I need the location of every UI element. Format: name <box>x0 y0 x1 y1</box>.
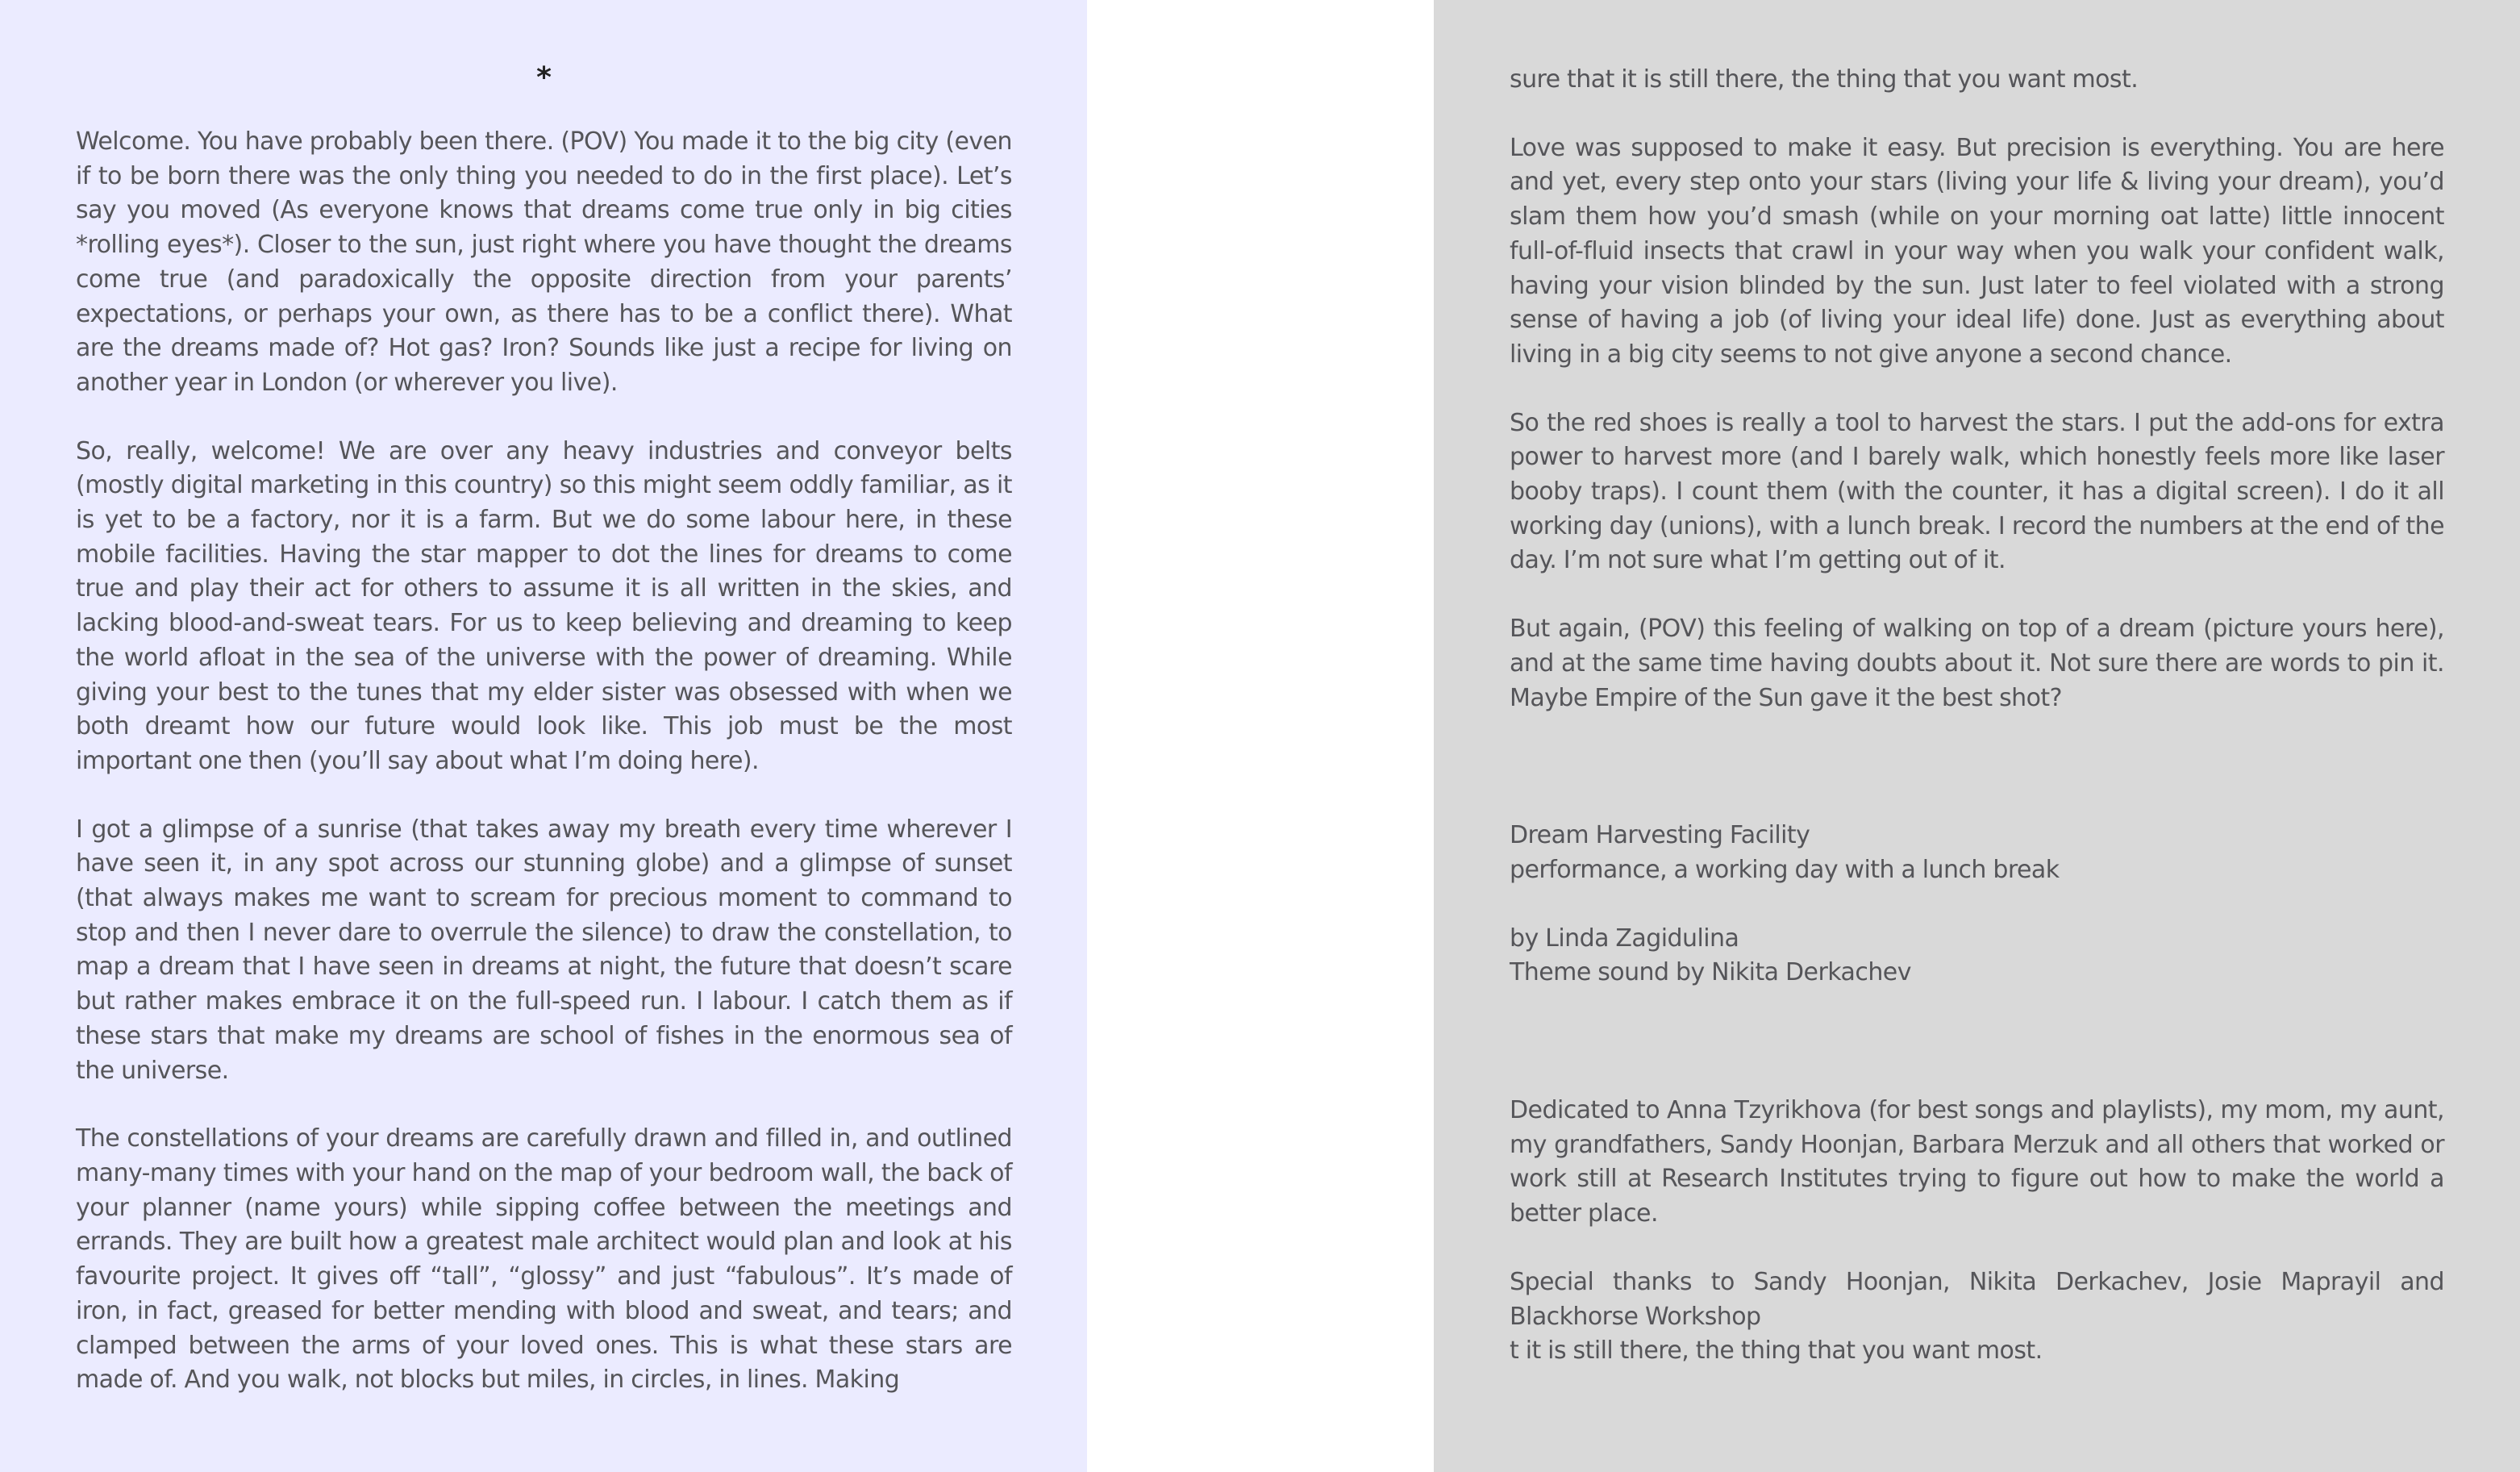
trailing-line: t it is still there, the thing that you want most. <box>1510 1336 2043 1366</box>
paragraph-constellations: The constellations of your dreams are carefully drawn and filled in, and outlined many-many times with your hand on the map of your bedroom wall, the back of your planner (name yours) while sipping coffee between the meetings and errands. They are built how a greatest male architect would plan and look at his favourite project. It gives off “tall”, “glossy” and just “fabulous”. It’s made of iron, in fact, greased for better mending with blood and sweat, and tears; and clamped between the arms of your loved ones. This is what these stars are made of. And you walk, not blocks but miles, in circles, in lines. Making <box>76 1124 1012 1395</box>
credits-block <box>1510 819 2444 887</box>
paragraph-welcome: Welcome. You have probably been there. (POV) You made it to the big city (even if to be born there was the only thing you needed to do in the first place). Let’s say you moved (As everyone knows that dreams come true only in big cities *rolling eyes*). Closer to the sun, just right where you have thought the dreams come true (and paradoxically the opposite direction from your parents’ expectations, or perhaps your own, as there has to be a conflict there). What are the dreams made of? Hot gas? Iron? Sounds like just a recipe for living on another year in London (or wherever you live). <box>76 127 1012 397</box>
right-page <box>1434 0 2520 1472</box>
paragraph-glimpse-of-sunrise: I got a glimpse of a sunrise (that takes away my breath every time wherever I have seen it, in any spot across our stunning globe) and a glimpse of sunset (that always makes me want to scream for precious moment to command to stop and then I never dare to overrule the silence) to draw the constellation, to map a dream that I have seen in dreams at night, the future that doesn’t scare but rather makes embrace it on the full-speed run. I labour. I catch them as if these stars that make my dreams are school of fishes in the enormous sea of the universe. <box>76 815 1012 1085</box>
left-page <box>0 0 1087 1472</box>
paragraph-but-again: But again, (POV) this feeling of walking on top of a dream (picture yours here), and at the same time having doubts about it. Not sure there are words to pin it. Maybe Empire of the Sun gave it the best shot? <box>1510 615 2444 712</box>
credits-author: by Linda Zagidulina <box>1510 924 1739 953</box>
paragraph-love: Love was supposed to make it easy. But precision is everything. You are here and yet, every step onto your stars (living your life & living your dream), you’d slam them how you’d smash (while on your morning oat latte) little innocent full-of-fluid insects that crawl in your way when you walk your confident walk, having your vision blinded by the sun. Just later to feel violated with a strong sense of having a job (of living your ideal life) done. Just as everything about living in a big city seems to not give anyone a second chance. <box>1510 133 2444 369</box>
dedication: Dedicated to Anna Tzyrikhova (for best songs and playlists), my mom, my aunt, my grandfathers, Sandy Hoonjan, Barbara Merzuk and all others that worked or work still at Research Institutes trying to figure out how to make the world a better place. <box>1510 1096 2444 1228</box>
credits-subtitle: performance, a working day with a lunch break <box>1510 855 2060 884</box>
paragraph-red-shoes: So the red shoes is really a tool to harvest the stars. I put the add-ons for extra power to harvest more (and I barely walk, which honestly feels more like laser booby traps). I count them (with the counter, it has a digital screen). I do it all working day (unions), with a lunch break. I record the numbers at the end of the day. I’m not sure what I’m getting out of it. <box>1510 408 2444 575</box>
credits-title: Dream Harvesting Facility <box>1510 821 1810 850</box>
credits-sound: Theme sound by Nikita Derkachev <box>1510 958 1911 987</box>
credits-authors <box>1510 922 2444 990</box>
paragraph-so-really-welcome: So, really, welcome! We are over any heavy industries and conveyor belts (mostly digital marketing in this country) so this might seem oddly familiar, as it is yet to be a factory, nor it is a farm. But we do some labour here, in these mobile facilities. Having the star mapper to dot the lines for dreams to come true and play their act for others to assume it is all written in the skies, and lacking blood-and-sweat tears. For us to keep believing and dreaming to keep the world afloat in the sea of the universe with the power of dreaming. While giving your best to the tunes that my elder sister was obsessed with when we both dreamt how our future would look like. This job must be the most important one then (you’ll say about what I’m doing here). <box>76 436 1012 775</box>
paragraph-continuation: sure that it is still there, the thing that you want most. <box>1510 65 2139 94</box>
section-separator-asterisk: * <box>536 61 552 94</box>
special-thanks: Special thanks to Sandy Hoonjan, Nikita Derkachev, Josie Maprayil and Blackhorse Workshop <box>1510 1267 2444 1331</box>
